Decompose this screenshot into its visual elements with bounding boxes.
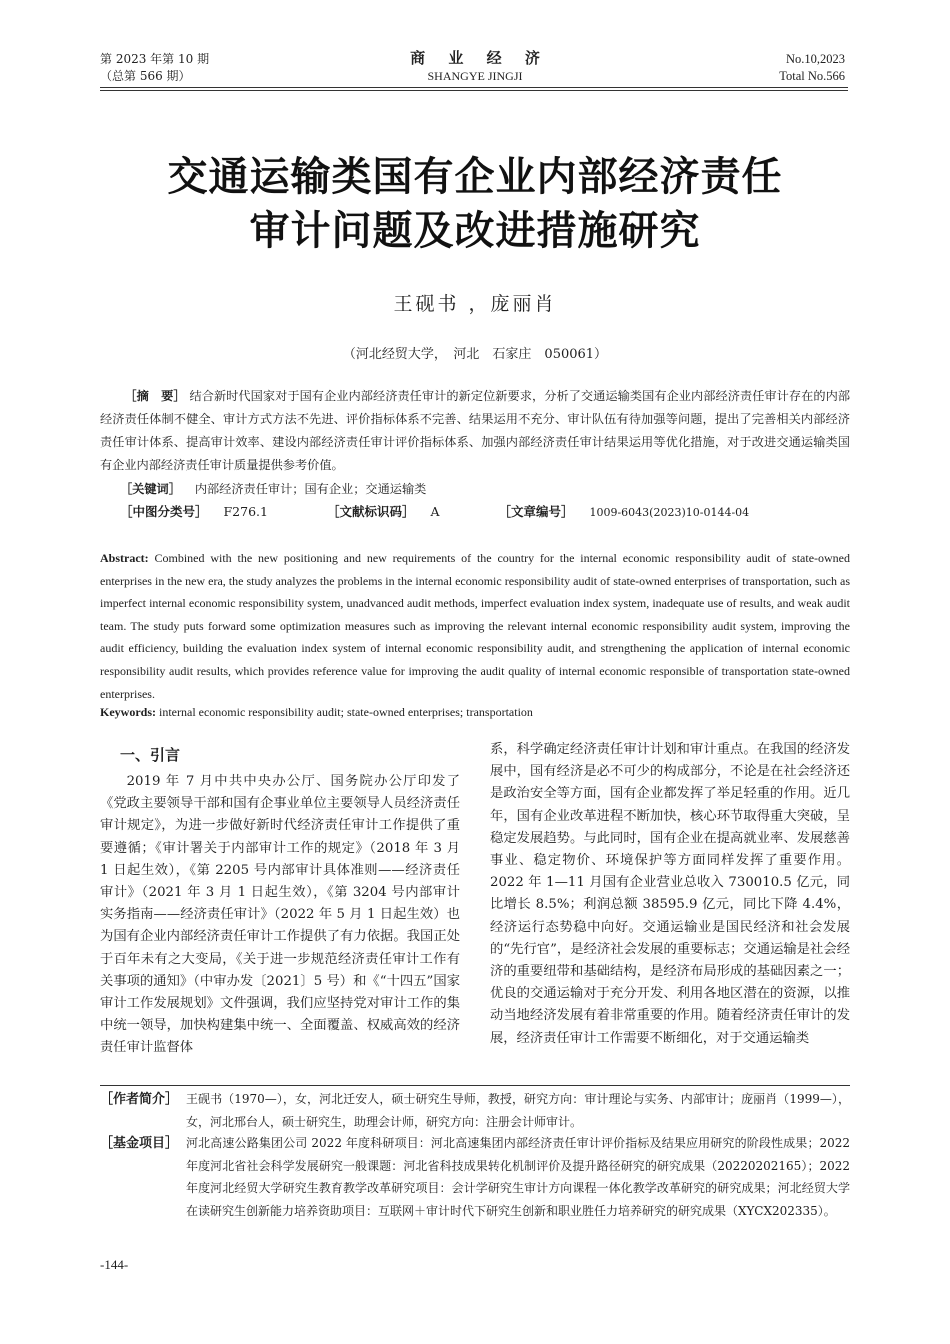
body-column-left: 2019 年 7 月中共中央办公厅、国务院办公厅印发了《党政主要领导干部和国有企事业单位主要领导人员经济责任审计规定》，为进一步做好新时代经济责任审计工作提供了重要遵循；《审计署关于内部审计工作的规定》（2018 年 3 月 1 日起生效），《第 2205 号内部审计具体准则——经济责任审计》（2021 年 3 月 1 日起生效），《第 3204 号内部审计实务指南——经济责任审计》（2022 年 5 月 1 日起生效）也为国有企业内部经济责任审计工作提供了有力依据。我国正处于百年未有之大变局，《关于进一步规范经济责任审计工作有关事项的通知》（中审办发〔2021〕5 号）和《“十四五”国家审计工作发展规划》文件强调，我们应坚持党对审计工作的集中统一领导，加快构建集中统一、全面覆盖、权威高效的经济责任审计监督体 xyxy=(100,774,460,1056)
issue-info-en xyxy=(779,51,845,85)
header-rule xyxy=(100,87,848,88)
abstract-en-label: Abstract: xyxy=(100,551,149,565)
keywords-cn-text: 内部经济责任审计；国有企业；交通运输类 xyxy=(194,482,427,496)
abstract-en xyxy=(100,547,850,705)
header-rule-double xyxy=(100,90,848,91)
issue-info xyxy=(100,51,209,85)
abstract-cn-label: ［摘 要］ xyxy=(124,389,186,403)
issue-no-en: No.10,2023 xyxy=(785,52,845,66)
journal-name xyxy=(375,48,575,85)
footnote-rule xyxy=(100,1085,850,1086)
clc-label: ［中图分类号］ xyxy=(120,504,208,519)
article-no-label: ［文章编号］ xyxy=(498,504,574,519)
journal-name-en: SHANGYE JINGJI xyxy=(427,69,523,83)
affiliation: （河北经贸大学， 河北 石家庄 050061） xyxy=(342,347,608,362)
article-no-value: 1009-6043(2023)10-0144-04 xyxy=(589,506,750,519)
abstract-cn-text: 结合新时代国家对于国有企业内部经济责任审计的新定位新要求，分析了交通运输类国有企业内部经济责任审计存在的内部经济责任体制不健全、审计方式方法不先进、评价指标体系不完善、结果运用不充分、审计队伍有待加强等问题，提出了完善相关内部经济责任审计体系、提高审计效率、建设内部经济责任审计评价指标体系、加强内部经济责任审计结果运用等优化措施，对于改进交通运输类国有企业内部经济责任审计质量提供参考价值。 xyxy=(100,389,851,472)
doc-code-value: A xyxy=(430,504,440,519)
section-heading: 一、引言 xyxy=(120,746,181,764)
keywords-cn-label: ［关键词］ xyxy=(120,482,181,496)
clc-value: F276.1 xyxy=(223,504,268,519)
abstract-cn xyxy=(100,385,850,477)
issue-line: 第 2023 年第 10 期 xyxy=(100,52,210,66)
keywords-cn xyxy=(120,478,850,501)
body-column-right: 系，科学确定经济责任审计计划和审计重点。在我国的经济发展中，国有经济是必不可少的构成部分，不论是在社会经济还是政治安全等方面，国有企业都发挥了举足轻重的作用。近几年，国有企业改革进程不断加快，核心环节取得重大突破，呈稳定发展趋势。与此同时，国有企业在提高就业率、发展慈善事业、稳定物价、环境保护等方面同样发挥了重要作用。2022 年 1—11 月国有企业营业总收入 730010.5 亿元，同比增长 8.5%；利润总额 38595.9 亿元，同比下降 4.4%，经济运行态势稳中向好。交通运输业是国民经济和社会发展的“先行官”，是经济社会发展的重要标志；交通运输是社会经济的重要纽带和基础结构，是经济布局形成的基础因素之一；优良的交通运输对于充分开发、利用各地区潜在的资源，以推动当地经济发展有着非常重要的作用。随着经济责任审计的发展，经济责任审计工作需要不断细化，对于交通运输类 xyxy=(490,742,850,1046)
total-no-en: Total No.566 xyxy=(779,69,845,83)
author-note-label: ［作者简介］ xyxy=(100,1092,179,1107)
authors: 王砚书 ，庞丽肖 xyxy=(393,293,557,315)
article-title xyxy=(0,150,950,258)
fund-note xyxy=(100,1132,850,1247)
page-number: -144- xyxy=(100,1257,129,1272)
abstract-en-text: Combined with the new positioning and new requirements of the country for the internal economic responsibility audit of state-owned enterprises in the new era, the study analyzes the problems in the internal economic responsibility audit of state-owned enterprises of transportation, such as imperfect internal economic responsibility system, unadvanced audit methods, imperfect evaluation index system, inadequate use of results, and weak audit team. The study puts forward some optimization measures such as improving the relevant internal economic responsibility audit system, improving the audit efficiency, building the evaluation index system of internal economic responsibility audit, and strengthening the application of internal economic responsibility audit results, which provides reference value for improving the audit quality of internal economic responsible of transportation state-owned enterprises. xyxy=(100,551,851,701)
title-line-2: 审计问题及改进措施研究 xyxy=(249,208,701,254)
doc-code-label: ［文献标识码］ xyxy=(326,504,415,519)
keywords-en-label: Keywords: xyxy=(100,705,156,719)
fund-note-label: ［基金项目］ xyxy=(100,1136,179,1151)
journal-name-cn: 商 业 经 济 xyxy=(410,49,549,67)
author-note xyxy=(100,1088,850,1134)
title-line-1: 交通运输类国有企业内部经济责任 xyxy=(167,154,783,200)
keywords-en xyxy=(100,705,850,720)
classification-line xyxy=(120,502,761,520)
keywords-en-text: internal economic responsibility audit; state-owned enterprises; transportation xyxy=(159,705,533,719)
author-note-text: 王砚书（1970—），女，河北迁安人，硕士研究生导师，教授，研究方向：审计理论与实务、内部审计；庞丽肖（1999—），女，河北邢台人，硕士研究生，助理会计师，研究方向：注册会计师审计。 xyxy=(186,1092,850,1129)
fund-note-text: 河北高速公路集团公司 2022 年度科研项目：河北高速集团内部经济责任审计评价指标及结果应用研究的阶段性成果；2022 年度河北省社会科学发展研究一般课题：河北省科技成果转化机制评价及提升路径研究的研究成果（20220202165）；2022 年度河北经贸大学研究生教育教学改革研究项目：会计学研究生审计方向课程一体化教学改革研究的研究成果；河北经贸大学在读研究生创新能力培养资助项目：互联网＋审计时代下研究生创新和职业胜任力培养研究的研究成果（XYCX202335）。 xyxy=(186,1136,850,1218)
total-issue-line: （总第 566 期） xyxy=(100,69,191,83)
